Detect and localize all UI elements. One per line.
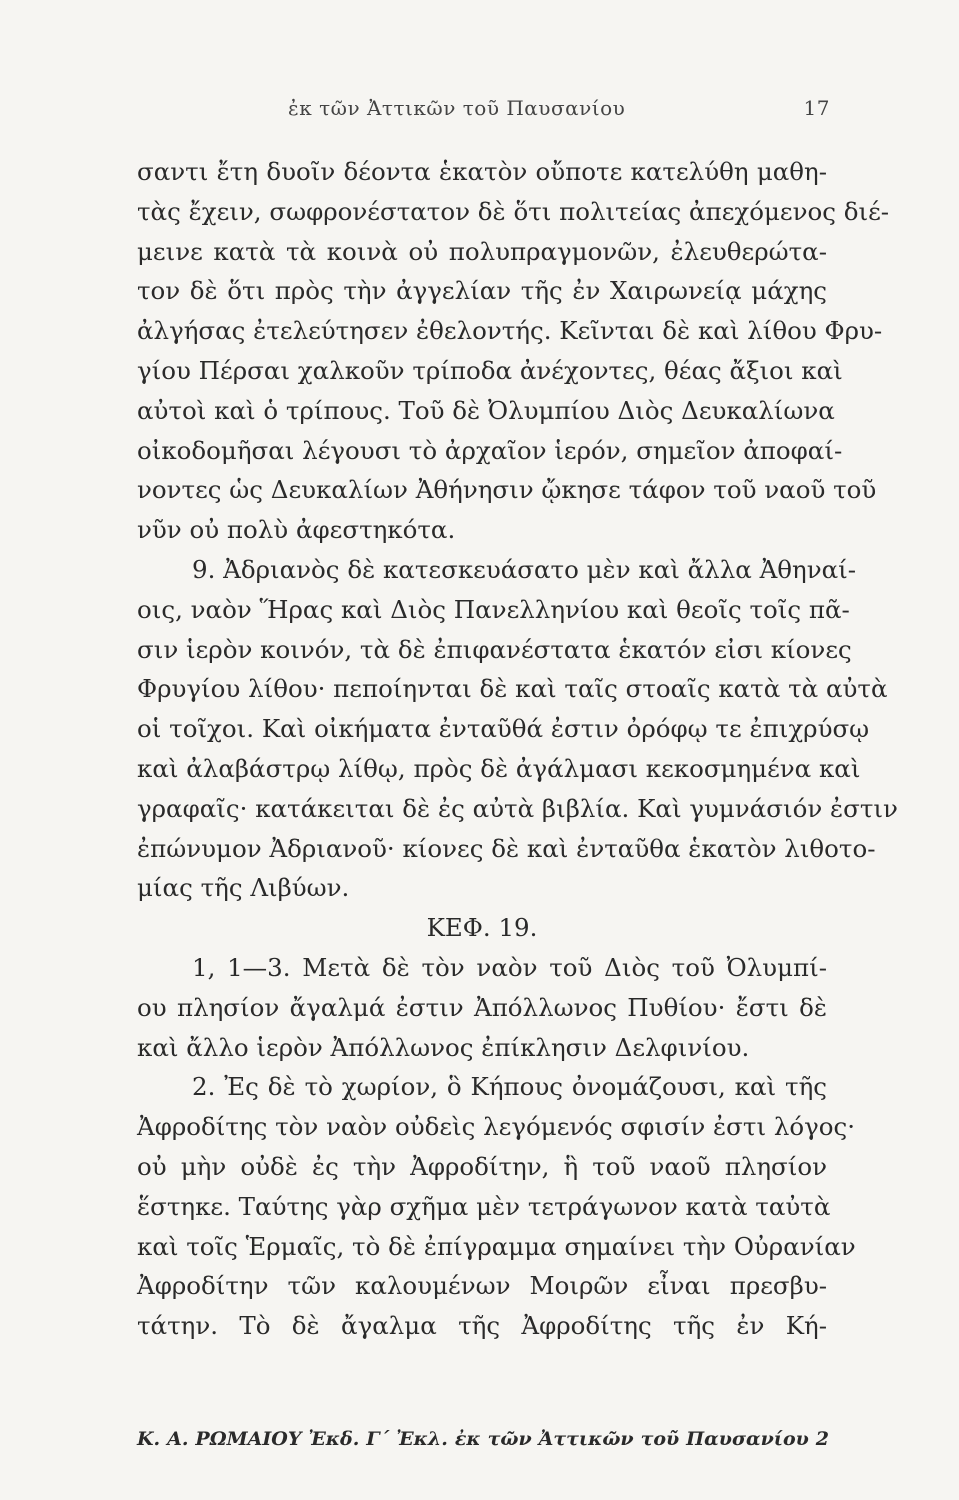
- text-line: οις, ναὸν Ἥρας καὶ Διὸς Πανελληνίου καὶ θεοῖς τοῖς πᾶ-: [137, 594, 850, 624]
- text-line: τάτην. Τὸ δὲ ἄγαλμα τῆς Ἀφροδίτης τῆς ἐν Κή-: [137, 1311, 827, 1341]
- running-head-title: ἐκ τῶν Ἀττικῶν τοῦ Παυσανίου: [288, 96, 626, 120]
- paragraph-start-line: 2. Ἐς δὲ τὸ χωρίον, ὃ Κήπους ὀνομάζουσι, καὶ τῆς: [192, 1072, 827, 1102]
- text-line: οὐ μὴν οὐδὲ ἐς τὴν Ἀφροδίτην, ἣ τοῦ ναοῦ πλησίον: [137, 1151, 827, 1181]
- text-line: καὶ ἀλαβάστρῳ λίθῳ, πρὸς δὲ ἀγάλμασι κεκοσμημένα καὶ: [137, 753, 861, 783]
- text-line: καὶ ἄλλο ἱερὸν Ἀπόλλωνος ἐπίκλησιν Δελφινίου.: [137, 1032, 750, 1062]
- text-line: ἀλγήσας ἐτελεύτησεν ἐθελοντής. Κεῖνται δὲ καὶ λίθου Φρυ-: [137, 316, 883, 346]
- text-line: μίας τῆς Λιβύων.: [137, 873, 350, 903]
- text-line: νοντες ὡς Δευκαλίων Ἀθήνησιν ᾤκησε τάφον τοῦ ναοῦ τοῦ: [137, 475, 877, 505]
- text-line: Φρυγίου λίθου· πεποίηνται δὲ καὶ ταῖς στοαῖς κατὰ τὰ αὐτὰ: [137, 674, 888, 704]
- text-line: τὰς ἔχειν, σωφρονέστατον δὲ ὅτι πολιτείας ἀπεχόμενος διέ-: [137, 196, 890, 226]
- text-line: σιν ἱερὸν κοινόν, τὰ δὲ ἐπιφανέστατα ἑκατόν εἰσι κίονες: [137, 634, 852, 664]
- text-line: μεινε κατὰ τὰ κοινὰ οὐ πολυπραγμονῶν, ἐλευθερώτα-: [137, 236, 827, 266]
- text-line: Ἀφροδίτης τὸν ναὸν οὐδεὶς λεγόμενός σφισίν ἐστι λόγος·: [137, 1112, 856, 1142]
- text-line: αὐτοὶ καὶ ὁ τρίπους. Τοῦ δὲ Ὀλυμπίου Διὸς Δευκαλίωνα: [137, 395, 835, 425]
- text-line: τον δὲ ὅτι πρὸς τὴν ἀγγελίαν τῆς ἐν Χαιρωνείᾳ μάχης: [137, 276, 827, 306]
- text-line: οἱ τοῖχοι. Καὶ οἰκήματα ἐνταῦθά ἐστιν ὀρόφῳ τε ἐπιχρύσῳ: [137, 714, 870, 744]
- text-line: καὶ τοῖς Ἑρμαῖς, τὸ δὲ ἐπίγραμμα σημαίνει τὴν Οὐρανίαν: [137, 1231, 856, 1261]
- paragraph-start-line: 9. Ἀδριανὸς δὲ κατεσκευάσατο μὲν καὶ ἄλλα Ἀθηναί-: [192, 554, 857, 584]
- body-text: [137, 152, 898, 1346]
- text-line: νῦν οὐ πολὺ ἀφεστηκότα.: [137, 515, 456, 545]
- text-line: ἕστηκε. Ταύτης γὰρ σχῆμα μὲν τετράγωνον κατὰ ταὐτὰ: [137, 1191, 831, 1221]
- signature-footer: Κ. Α. ΡΩΜΑΙΟΥ Ἐκδ. Γ΄ Ἐκλ. ἐκ τῶν Ἀττικῶν τοῦ Παυσανίου 2: [137, 1428, 829, 1450]
- text-line: Ἀφροδίτην τῶν καλουμένων Μοιρῶν εἶναι πρεσβυ-: [137, 1271, 827, 1301]
- text-line: γραφαῖς· κατάκειται δὲ ἐς αὐτὰ βιβλία. Καὶ γυμνάσιόν ἐστιν: [137, 793, 898, 823]
- text-line: σαντι ἔτη δυοῖν δέοντα ἑκατὸν οὔποτε κατελύθη μαθη-: [137, 157, 827, 186]
- page-number: 17: [803, 96, 830, 120]
- text-line: ου πλησίον ἄγαλμά ἐστιν Ἀπόλλωνος Πυθίου· ἔστι δὲ: [137, 992, 827, 1022]
- chapter-heading: ΚΕΦ. 19.: [426, 913, 538, 943]
- text-line: ἐπώνυμον Ἀδριανοῦ· κίονες δὲ καὶ ἐνταῦθα ἑκατὸν λιθοτο-: [137, 833, 876, 863]
- paragraph-start-line: 1, 1—3. Μετὰ δὲ τὸν ναὸν τοῦ Διὸς τοῦ Ὀλυμπί-: [192, 952, 827, 982]
- text-line: οἰκοδομῆσαι λέγουσι τὸ ἀρχαῖον ἱερόν, σημεῖον ἀποφαί-: [137, 435, 843, 465]
- text-line: γίου Πέρσαι χαλκοῦν τρίποδα ἀνέχοντες, θέας ἄξιοι καὶ: [137, 355, 843, 385]
